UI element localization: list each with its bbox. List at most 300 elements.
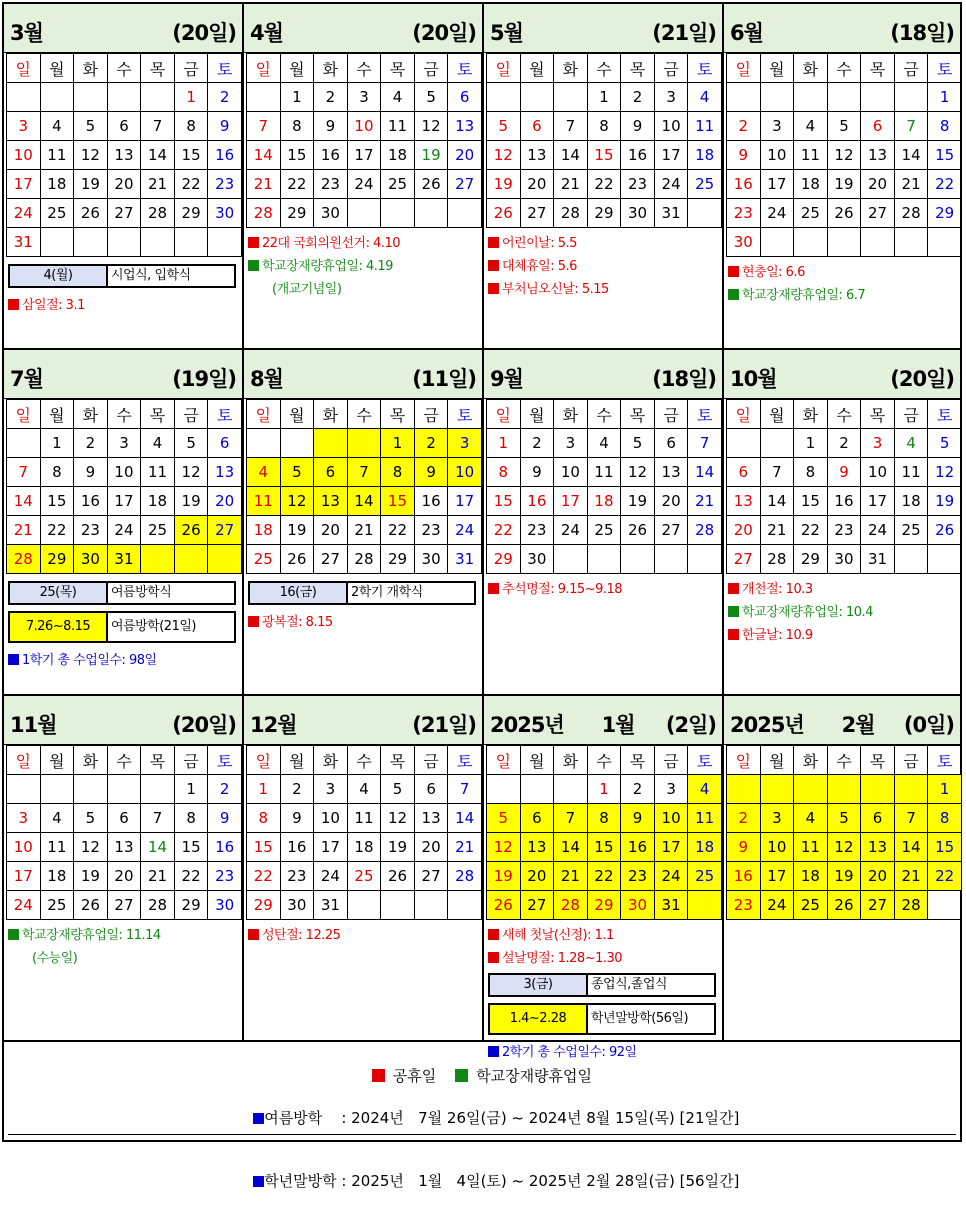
empty-cell [347, 429, 381, 458]
weekday-label: 화 [554, 54, 588, 83]
day-cell: 30 [621, 891, 655, 920]
color-square-icon [488, 1046, 499, 1057]
week-row [727, 429, 962, 458]
event-label: 종업식,졸업식 [591, 977, 667, 992]
day-cell: 31 [107, 545, 141, 574]
weekday-label: 수 [587, 54, 621, 83]
day-cell: 12 [487, 141, 521, 170]
week-row [727, 487, 962, 516]
day-cell: 15 [381, 487, 415, 516]
school-days-count: (18일) [652, 367, 716, 391]
weekday-label: 토 [448, 400, 482, 429]
day-cell: 22 [381, 516, 415, 545]
day-cell: 29 [247, 891, 281, 920]
month-header [4, 696, 242, 745]
day-cell: 30 [208, 891, 242, 920]
color-square-icon [488, 583, 499, 594]
week-row [487, 516, 722, 545]
weekday-label: 토 [928, 746, 962, 775]
day-cell: 5 [928, 429, 962, 458]
weekday-label: 일 [727, 54, 761, 83]
day-cell: 29 [381, 545, 415, 574]
week-row [487, 429, 722, 458]
day-cell: 23 [727, 199, 761, 228]
week-row [727, 804, 962, 833]
event-box [488, 973, 716, 997]
day-cell: 25 [688, 862, 722, 891]
empty-cell [487, 83, 521, 112]
weekday-row [247, 400, 482, 429]
color-square-icon [248, 929, 259, 940]
day-cell: 3 [7, 112, 41, 141]
note-line [488, 1041, 718, 1064]
empty-cell [760, 775, 794, 804]
day-cell: 17 [760, 862, 794, 891]
month-notes [244, 228, 482, 301]
empty-cell [688, 545, 722, 574]
month-title: 7월 [10, 367, 43, 391]
day-cell: 30 [280, 891, 314, 920]
week-row [487, 775, 722, 804]
day-cell: 22 [174, 862, 208, 891]
empty-cell [141, 83, 175, 112]
day-cell: 1 [40, 429, 74, 458]
color-square-icon [488, 260, 499, 271]
empty-cell [794, 775, 828, 804]
month-notes [724, 920, 960, 924]
day-cell: 11 [347, 804, 381, 833]
day-cell: 5 [74, 804, 108, 833]
day-cell: 28 [347, 545, 381, 574]
day-cell: 20 [208, 487, 242, 516]
note-line [248, 232, 478, 255]
day-cell: 21 [7, 516, 41, 545]
note-line [8, 649, 238, 672]
day-cell: 7 [554, 112, 588, 141]
day-cell: 2 [74, 429, 108, 458]
school-days-count: (18일) [890, 21, 954, 45]
day-cell: 26 [487, 199, 521, 228]
day-cell: 27 [208, 516, 242, 545]
event-date: 4(월) [10, 266, 108, 286]
weekday-label: 화 [794, 400, 828, 429]
day-cell: 1 [174, 83, 208, 112]
day-cell: 18 [381, 141, 415, 170]
month-title: 2025년 2월 [730, 713, 875, 737]
day-cell: 5 [827, 112, 861, 141]
day-cell: 19 [280, 516, 314, 545]
day-cell: 25 [40, 199, 74, 228]
day-cell: 10 [760, 141, 794, 170]
weekday-label: 토 [688, 746, 722, 775]
note-line [8, 947, 238, 970]
day-cell: 12 [827, 833, 861, 862]
weekday-label: 금 [414, 746, 448, 775]
month-table [726, 53, 962, 257]
day-cell: 15 [280, 141, 314, 170]
month-header [4, 350, 242, 399]
week-row [247, 891, 482, 920]
event-date: 3(금) [490, 975, 588, 995]
day-cell: 2 [727, 112, 761, 141]
weekday-label: 목 [141, 746, 175, 775]
weekday-row [727, 54, 962, 83]
day-cell: 15 [587, 141, 621, 170]
month-title: 12월 [250, 713, 297, 737]
weekday-label: 월 [280, 54, 314, 83]
day-cell: 24 [448, 516, 482, 545]
day-cell: 10 [760, 833, 794, 862]
day-cell: 3 [347, 83, 381, 112]
day-cell: 7 [247, 112, 281, 141]
weekday-row [247, 54, 482, 83]
day-cell: 15 [40, 487, 74, 516]
day-cell: 13 [107, 833, 141, 862]
day-cell: 5 [621, 429, 655, 458]
day-cell: 31 [448, 545, 482, 574]
empty-cell [928, 228, 962, 257]
month-notes [484, 228, 722, 301]
day-cell: 21 [141, 862, 175, 891]
day-cell: 4 [247, 458, 281, 487]
day-cell: 25 [347, 862, 381, 891]
week-row [487, 170, 722, 199]
weekday-label: 일 [7, 54, 41, 83]
day-cell: 28 [894, 891, 928, 920]
day-cell: 30 [520, 545, 554, 574]
empty-cell [621, 545, 655, 574]
day-cell: 5 [487, 112, 521, 141]
empty-cell [208, 545, 242, 574]
day-cell: 25 [141, 516, 175, 545]
empty-cell [688, 891, 722, 920]
day-cell: 4 [587, 429, 621, 458]
empty-cell [894, 545, 928, 574]
day-cell: 15 [487, 487, 521, 516]
day-cell: 30 [827, 545, 861, 574]
note-line [488, 278, 718, 301]
day-cell: 3 [7, 804, 41, 833]
weekday-label: 토 [208, 54, 242, 83]
day-cell: 9 [520, 458, 554, 487]
weekday-label: 월 [40, 400, 74, 429]
event-label: 2학기 개학식 [351, 585, 423, 600]
day-cell: 23 [74, 516, 108, 545]
day-cell: 6 [654, 429, 688, 458]
day-cell: 18 [40, 170, 74, 199]
week-row [7, 487, 242, 516]
day-cell: 19 [621, 487, 655, 516]
week-row [7, 83, 242, 112]
month-title: 11월 [10, 713, 57, 737]
day-cell: 16 [208, 833, 242, 862]
day-cell: 14 [760, 487, 794, 516]
month-block [484, 4, 724, 350]
day-cell: 9 [621, 112, 655, 141]
day-cell: 6 [414, 775, 448, 804]
day-cell: 6 [107, 804, 141, 833]
note-line [728, 284, 956, 307]
month-notes [484, 574, 722, 601]
day-cell: 2 [208, 83, 242, 112]
day-cell: 11 [688, 804, 722, 833]
day-cell: 7 [448, 775, 482, 804]
day-cell: 28 [448, 862, 482, 891]
day-cell: 11 [40, 141, 74, 170]
weekday-row [487, 746, 722, 775]
day-cell: 24 [654, 862, 688, 891]
school-days-count: (20일) [412, 21, 476, 45]
week-row [7, 891, 242, 920]
day-cell: 13 [727, 487, 761, 516]
day-cell: 6 [314, 458, 348, 487]
empty-cell [520, 83, 554, 112]
note-line [488, 255, 718, 278]
day-cell: 11 [247, 487, 281, 516]
month-block [244, 4, 484, 350]
week-row [727, 83, 962, 112]
day-cell: 29 [794, 545, 828, 574]
week-row [7, 112, 242, 141]
weekday-label: 일 [487, 400, 521, 429]
weekday-label: 화 [554, 400, 588, 429]
empty-cell [727, 775, 761, 804]
week-row [487, 545, 722, 574]
day-cell: 15 [174, 141, 208, 170]
day-cell: 17 [554, 487, 588, 516]
day-cell: 11 [794, 141, 828, 170]
day-cell: 23 [280, 862, 314, 891]
weekday-label: 목 [861, 400, 895, 429]
month-notes [484, 920, 722, 1064]
school-days-count: (20일) [172, 713, 236, 737]
month-table [486, 399, 722, 574]
month-header [484, 350, 722, 399]
week-row [727, 833, 962, 862]
day-cell: 20 [107, 862, 141, 891]
weekday-label: 목 [381, 746, 415, 775]
day-cell: 16 [727, 862, 761, 891]
legend-winter: 학년말방학 : 2025년 1월 4일(토) ~ 2025년 2월 28일(금) [56일간] [264, 1172, 740, 1190]
day-cell: 24 [861, 516, 895, 545]
empty-cell [381, 891, 415, 920]
week-row [487, 83, 722, 112]
day-cell: 24 [654, 170, 688, 199]
weekday-label: 토 [448, 54, 482, 83]
color-square-icon [488, 283, 499, 294]
empty-cell [688, 199, 722, 228]
empty-cell [554, 775, 588, 804]
day-cell: 8 [174, 804, 208, 833]
day-cell: 10 [654, 112, 688, 141]
legend-colors [4, 1066, 960, 1087]
day-cell: 21 [688, 487, 722, 516]
weekday-label: 화 [314, 400, 348, 429]
week-row [487, 141, 722, 170]
day-cell: 6 [861, 112, 895, 141]
weekday-label: 금 [654, 400, 688, 429]
day-cell: 9 [280, 804, 314, 833]
note-text: 학교장재량휴업일: 11.14 [22, 928, 161, 943]
weekday-label: 수 [827, 400, 861, 429]
note-line [248, 611, 478, 634]
day-cell: 27 [520, 199, 554, 228]
day-cell: 8 [381, 458, 415, 487]
weekday-label: 월 [520, 54, 554, 83]
week-row [247, 170, 482, 199]
empty-cell [448, 891, 482, 920]
week-row [727, 199, 962, 228]
weekday-label: 월 [520, 400, 554, 429]
event-box [8, 264, 236, 288]
empty-cell [861, 83, 895, 112]
school-days-count: (0일) [903, 713, 954, 737]
weekday-label: 토 [928, 54, 962, 83]
event-date: 16(금) [250, 583, 348, 603]
day-cell: 19 [381, 833, 415, 862]
week-row [727, 775, 962, 804]
note-text: 대체휴일: 5.6 [502, 259, 577, 274]
weekday-label: 화 [74, 400, 108, 429]
week-row [7, 429, 242, 458]
week-row [247, 112, 482, 141]
day-cell: 29 [928, 199, 962, 228]
day-cell: 19 [74, 170, 108, 199]
day-cell: 22 [928, 862, 962, 891]
day-cell: 11 [141, 458, 175, 487]
empty-cell [141, 775, 175, 804]
day-cell: 5 [174, 429, 208, 458]
month-table [6, 399, 242, 574]
event-box [488, 1003, 716, 1035]
day-cell: 2 [208, 775, 242, 804]
note-text: 성탄절: 12.25 [262, 928, 341, 943]
empty-cell [74, 775, 108, 804]
day-cell: 31 [654, 199, 688, 228]
day-cell: 4 [40, 112, 74, 141]
weekday-label: 월 [40, 54, 74, 83]
legend-summer-row [4, 1087, 960, 1150]
day-cell: 12 [280, 487, 314, 516]
day-cell: 18 [587, 487, 621, 516]
day-cell: 15 [174, 833, 208, 862]
note-line [248, 278, 478, 301]
day-cell: 17 [861, 487, 895, 516]
color-square-icon [728, 266, 739, 277]
week-row [247, 83, 482, 112]
day-cell: 2 [314, 83, 348, 112]
empty-cell [280, 429, 314, 458]
empty-cell [74, 83, 108, 112]
day-cell: 24 [7, 891, 41, 920]
day-cell: 21 [760, 516, 794, 545]
note-line [488, 947, 718, 970]
day-cell: 18 [347, 833, 381, 862]
week-row [247, 429, 482, 458]
day-cell: 30 [414, 545, 448, 574]
note-line [8, 294, 238, 317]
day-cell: 18 [141, 487, 175, 516]
empty-cell [727, 83, 761, 112]
day-cell: 28 [7, 545, 41, 574]
week-row [7, 804, 242, 833]
weekday-label: 월 [280, 746, 314, 775]
legend-school-holiday: 학교장재량휴업일 [476, 1067, 593, 1085]
empty-cell [247, 429, 281, 458]
event-box [8, 581, 236, 605]
month-table [726, 399, 962, 574]
day-cell: 19 [827, 170, 861, 199]
day-cell: 20 [520, 170, 554, 199]
month-header [724, 696, 960, 745]
day-cell: 21 [141, 170, 175, 199]
day-cell: 23 [414, 516, 448, 545]
note-line [248, 255, 478, 278]
weekday-label: 금 [894, 54, 928, 83]
day-cell: 21 [347, 516, 381, 545]
note-text: 부처님오신날: 5.15 [502, 282, 609, 297]
day-cell: 26 [74, 199, 108, 228]
school-days-count: (20일) [172, 21, 236, 45]
school-days-count: (20일) [890, 367, 954, 391]
day-cell: 9 [208, 112, 242, 141]
day-cell: 8 [587, 112, 621, 141]
day-cell: 3 [760, 112, 794, 141]
day-cell: 10 [448, 458, 482, 487]
day-cell: 22 [487, 516, 521, 545]
day-cell: 14 [894, 833, 928, 862]
day-cell: 8 [487, 458, 521, 487]
weekday-row [487, 54, 722, 83]
note-text: (개교기념일) [272, 282, 342, 297]
week-row [727, 545, 962, 574]
day-cell: 23 [827, 516, 861, 545]
empty-cell [414, 891, 448, 920]
day-cell: 9 [827, 458, 861, 487]
day-cell: 20 [861, 862, 895, 891]
week-row [247, 141, 482, 170]
week-row [247, 199, 482, 228]
day-cell: 26 [487, 891, 521, 920]
school-days-count: (11일) [412, 367, 476, 391]
day-cell: 9 [727, 833, 761, 862]
day-cell: 25 [40, 891, 74, 920]
weekday-label: 목 [621, 54, 655, 83]
month-table [246, 53, 482, 228]
weekday-label: 토 [688, 54, 722, 83]
day-cell: 28 [141, 199, 175, 228]
day-cell: 12 [621, 458, 655, 487]
day-cell: 2 [280, 775, 314, 804]
empty-cell [141, 228, 175, 257]
day-cell: 5 [381, 775, 415, 804]
week-row [487, 862, 722, 891]
weekday-label: 수 [347, 54, 381, 83]
week-row [727, 170, 962, 199]
day-cell: 29 [587, 199, 621, 228]
empty-cell [40, 775, 74, 804]
day-cell: 4 [347, 775, 381, 804]
day-cell: 1 [928, 83, 962, 112]
day-cell: 10 [861, 458, 895, 487]
day-cell: 15 [587, 833, 621, 862]
month-header [724, 4, 960, 53]
weekday-label: 월 [520, 746, 554, 775]
empty-cell [928, 545, 962, 574]
day-cell: 17 [654, 833, 688, 862]
day-cell: 10 [554, 458, 588, 487]
note-text: 학교장재량휴업일: 10.4 [742, 605, 873, 620]
